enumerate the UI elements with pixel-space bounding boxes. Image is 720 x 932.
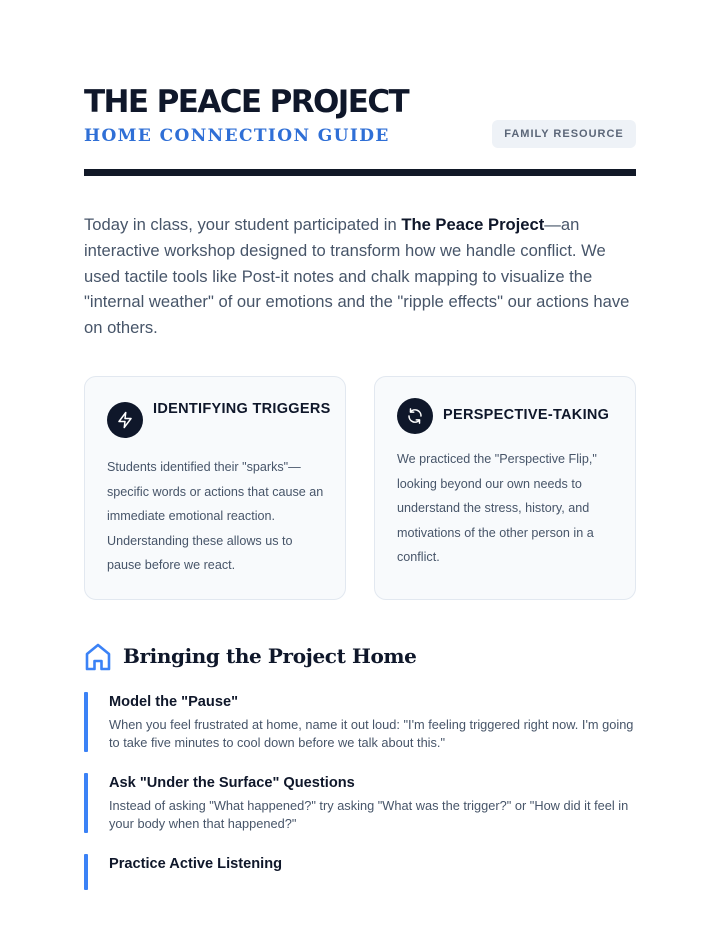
tip-title: Ask "Under the Surface" Questions [109,775,355,791]
tip-body: When you feel frustrated at home, name it out loud: "I'm feeling triggered right now. I'm going to take five minutes to cool down before we talk about this." [109,717,634,751]
tip-accent-bar [84,692,88,752]
card-body: We practiced the "Perspective Flip," looking beyond our own needs to understand the stress, history, and motivations of the other person in a conflict. [397,452,597,565]
tip-accent-bar [84,854,88,890]
tip-title: Practice Active Listening [109,856,283,872]
tip-active-listening [84,854,636,890]
intro-text-end: —an interactive workshop designed to transform how we handle conflict. We used tactile tools like Post-it notes and chalk mapping to visualize the "internal weather" of our emotions and the "ripple effects" our actions have on others. [84,215,630,338]
card-body: Students identified their "sparks"—specific words or actions that cause an immediate emotional reaction. Understanding these allows us to pause before we react. [107,460,324,573]
section-title: Bringing the Project Home [123,644,417,668]
intro-text-start: Today in class, your student participated in [84,215,402,234]
intro-paragraph [84,212,636,341]
card-title: PERSPECTIVE-TAKING [443,407,610,423]
tip-accent-bar [84,773,88,833]
tip-body: Instead of asking "What happened?" try asking "What was the trigger?" or "How did it feel in your body when that happened?" [109,798,629,832]
family-resource-badge: FAMILY RESOURCE [492,120,636,148]
card-identifying-triggers [84,376,346,600]
page-subtitle: HOME CONNECTION GUIDE [84,126,390,146]
refresh-cycle-icon [397,398,433,434]
header-divider [84,169,636,176]
lightning-bolt-icon [107,402,143,438]
page-title: THE PEACE PROJECT [84,84,409,120]
tip-under-surface-questions [84,773,636,833]
tip-title: Model the "Pause" [109,694,238,710]
intro-highlight: The Peace Project [401,215,545,234]
card-title: IDENTIFYING TRIGGERS [153,401,331,417]
home-icon [84,642,112,677]
card-perspective-taking [374,376,636,600]
home-section-header [84,640,636,674]
tip-model-pause [84,692,636,752]
